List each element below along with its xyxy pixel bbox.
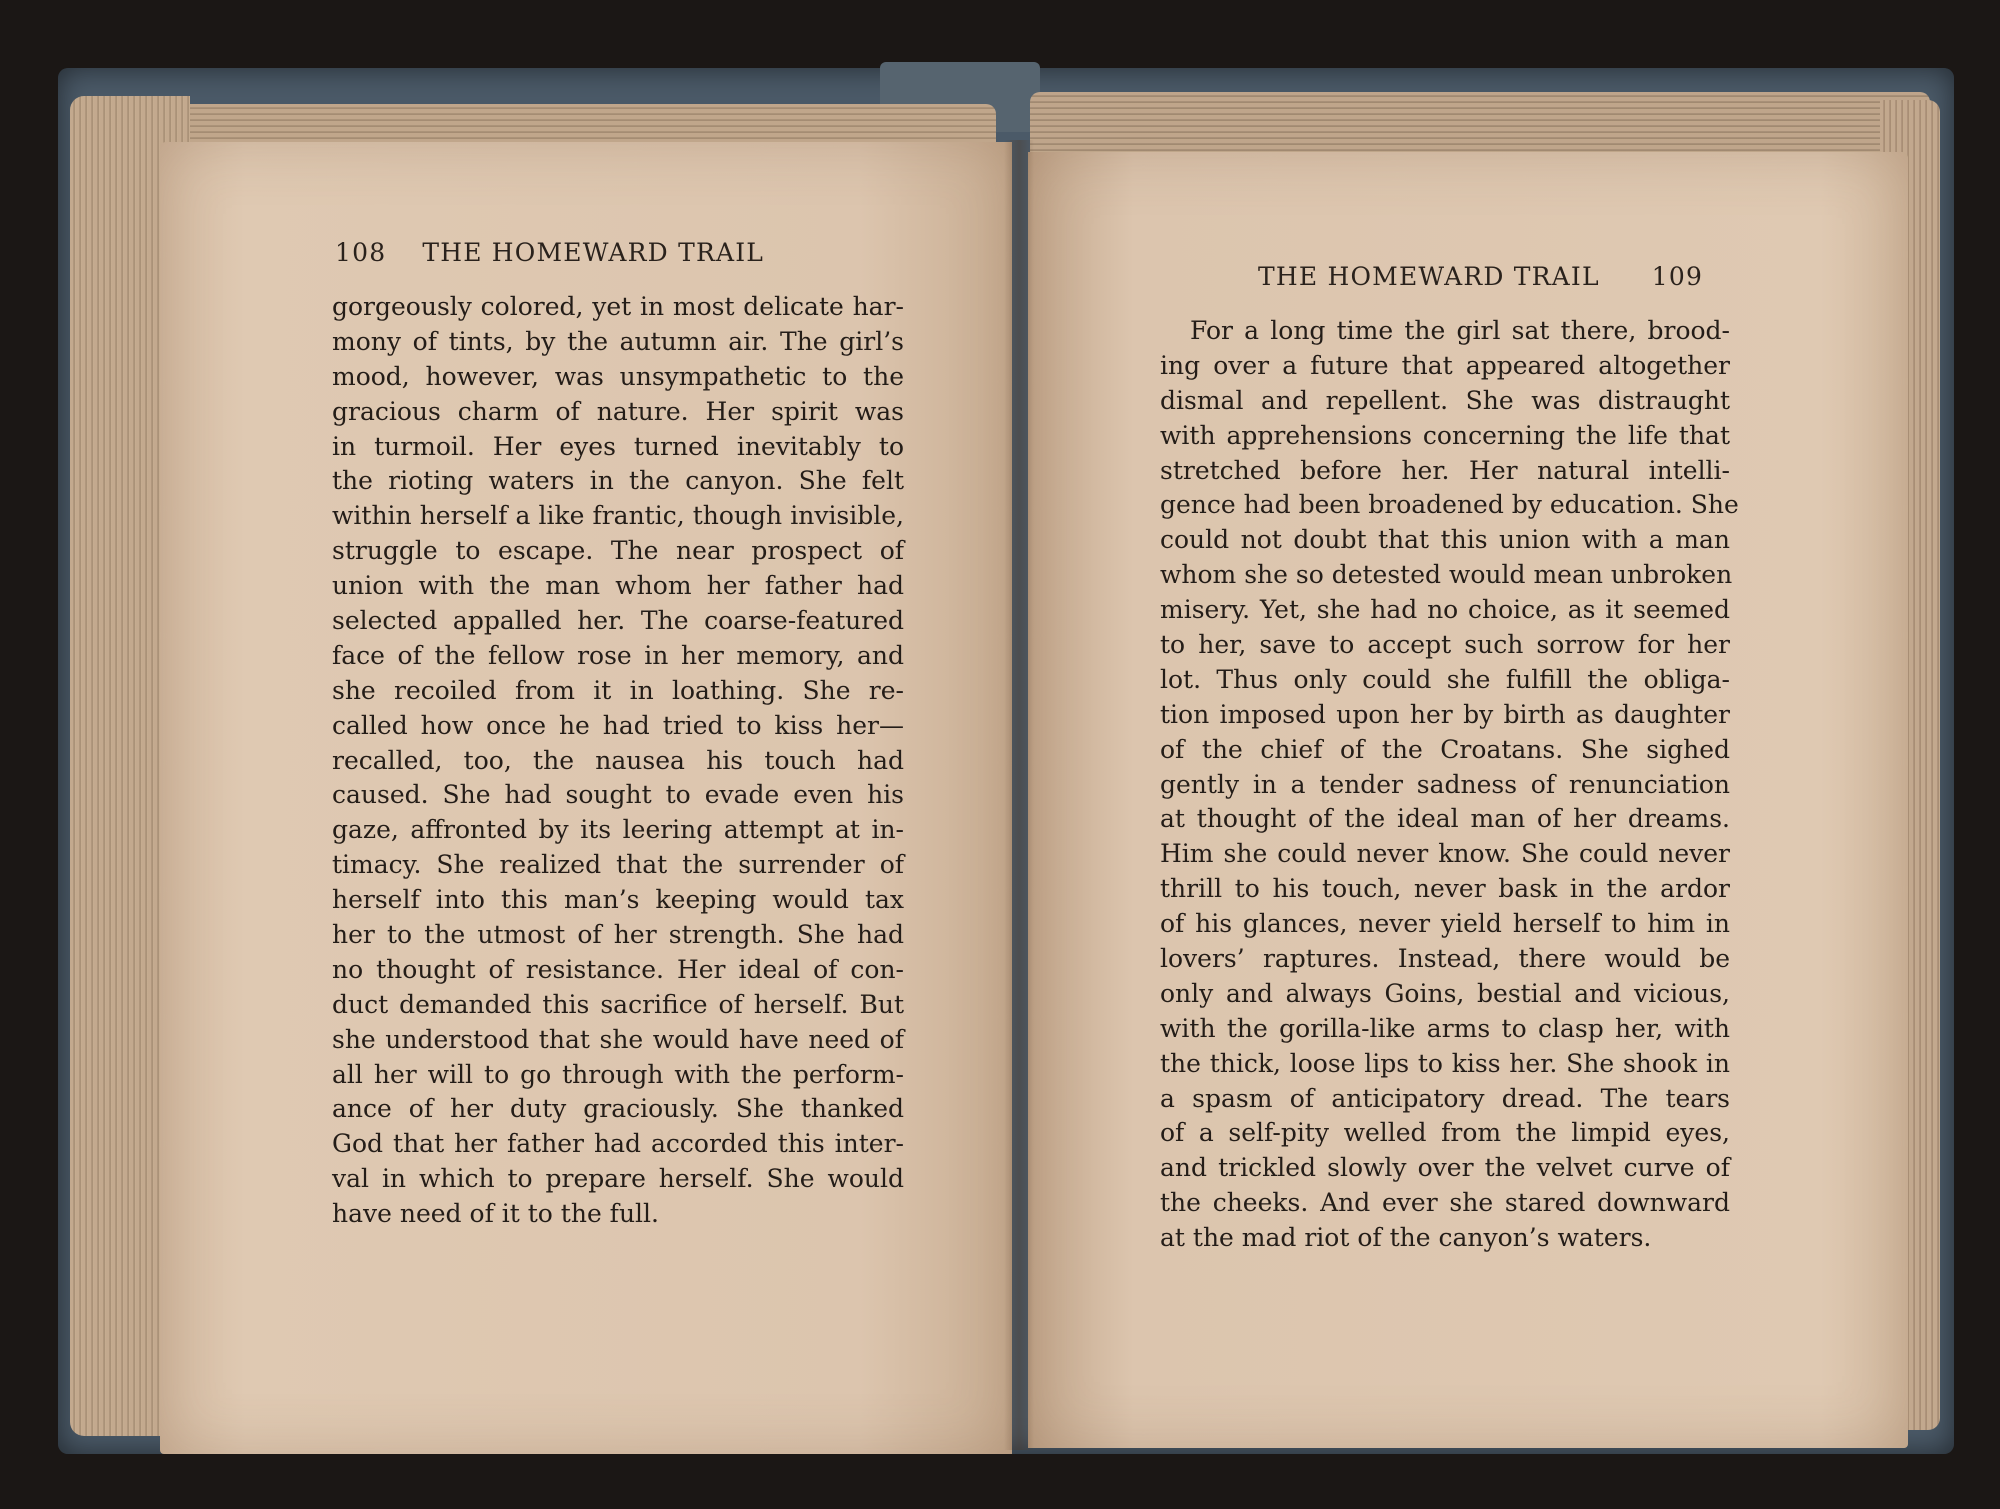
text-line: the thick, loose lips to kiss her. She shook in xyxy=(1160,1048,1730,1078)
left-running-header xyxy=(335,238,764,267)
text-line: with apprehensions concerning the life that xyxy=(1160,420,1730,450)
text-line: union with the man whom her father had xyxy=(332,571,904,601)
text-line: For a long time the girl sat there, brood- xyxy=(1190,316,1730,345)
text-line: the cheeks. And ever she stared downward xyxy=(1160,1188,1730,1218)
left-page-number: 108 xyxy=(335,238,387,267)
text-line: called how once he had tried to kiss her— xyxy=(332,710,904,740)
text-line: with the gorilla-like arms to clasp her, with xyxy=(1160,1013,1730,1043)
right-page-number: 109 xyxy=(1651,262,1704,291)
text-line: recalled, too, the nausea his touch had xyxy=(332,745,904,775)
text-line: thrill to his touch, never bask in the ardor xyxy=(1160,874,1730,904)
text-line: gence had been broadened by education. She xyxy=(1160,490,1739,520)
text-line: mony of tints, by the autumn air. The girl’s xyxy=(332,326,904,356)
text-line: the rioting waters in the canyon. She felt xyxy=(332,466,904,496)
text-line: face of the fellow rose in her memory, and xyxy=(332,640,904,670)
text-line: lot. Thus only could she fulfill the obliga- xyxy=(1160,664,1730,694)
text-line: could not doubt that this union with a man xyxy=(1160,525,1730,555)
text-line: lovers’ raptures. Instead, there would be xyxy=(1160,944,1730,974)
text-line: a spasm of anticipatory dread. The tears xyxy=(1160,1083,1730,1113)
text-line: selected appalled her. The coarse-featured xyxy=(332,606,904,636)
text-line: of the chief of the Croatans. She sighed xyxy=(1160,734,1730,764)
text-line: val in which to prepare herself. She would xyxy=(332,1164,904,1194)
text-line: to her, save to accept such sorrow for her xyxy=(1160,630,1730,660)
right-running-header xyxy=(1258,262,1703,291)
text-line: God that her father had accorded this inter- xyxy=(332,1129,904,1159)
text-line: struggle to escape. The near prospect of xyxy=(332,536,904,566)
text-line: she understood that she would have need of xyxy=(332,1024,904,1054)
text-line: and trickled slowly over the velvet curve of xyxy=(1160,1153,1730,1183)
text-line: have need of it to the full. xyxy=(332,1199,659,1229)
text-line: her to the utmost of her strength. She had xyxy=(332,920,904,950)
text-line: all her will to go through with the perform- xyxy=(332,1059,904,1089)
text-line: only and always Goins, bestial and vicious, xyxy=(1160,978,1730,1008)
text-line: at thought of the ideal man of her dreams. xyxy=(1160,804,1730,834)
text-line: no thought of resistance. Her ideal of con- xyxy=(332,954,904,984)
text-line: stretched before her. Her natural intelli- xyxy=(1160,455,1730,485)
right-page-text xyxy=(1160,314,1739,1256)
text-line: mood, however, was unsympathetic to the xyxy=(332,361,904,391)
text-line: tion imposed upon her by birth as daughter xyxy=(1160,699,1730,729)
left-running-head: THE HOMEWARD TRAIL xyxy=(422,238,765,267)
text-line: gaze, affronted by its leering attempt at in- xyxy=(332,815,904,845)
text-line: misery. Yet, she had no choice, as it seemed xyxy=(1160,595,1730,625)
text-line: of his glances, never yield herself to him in xyxy=(1160,909,1730,939)
text-line: dismal and repellent. She was distraught xyxy=(1160,385,1730,415)
text-line: duct demanded this sacrifice of herself. But xyxy=(332,989,904,1019)
text-line: Him she could never know. She could never xyxy=(1160,839,1730,869)
text-line: ing over a future that appeared altogether xyxy=(1160,350,1730,380)
text-line: she recoiled from it in loathing. She re- xyxy=(332,675,904,705)
book-gutter xyxy=(1004,140,1034,1450)
text-line: caused. She had sought to evade even his xyxy=(332,780,904,810)
text-line: within herself a like frantic, though invisible, xyxy=(332,501,904,531)
text-line: of a self-pity welled from the limpid eyes, xyxy=(1160,1118,1730,1148)
left-page-text xyxy=(332,290,904,1232)
text-line: gently in a tender sadness of renunciation xyxy=(1160,769,1730,799)
text-line: gorgeously colored, yet in most delicate har- xyxy=(332,292,904,321)
text-line: in turmoil. Her eyes turned inevitably to xyxy=(332,431,904,461)
text-line: at the mad riot of the canyon’s waters. xyxy=(1160,1223,1652,1253)
text-line: timacy. She realized that the surrender of xyxy=(332,850,904,880)
text-line: ance of her duty graciously. She thanked xyxy=(332,1094,904,1124)
text-line: herself into this man’s keeping would tax xyxy=(332,885,904,915)
text-line: whom she so detested would mean unbroken xyxy=(1160,560,1733,590)
text-line: gracious charm of nature. Her spirit was xyxy=(332,396,904,426)
right-running-head: THE HOMEWARD TRAIL xyxy=(1258,262,1600,291)
